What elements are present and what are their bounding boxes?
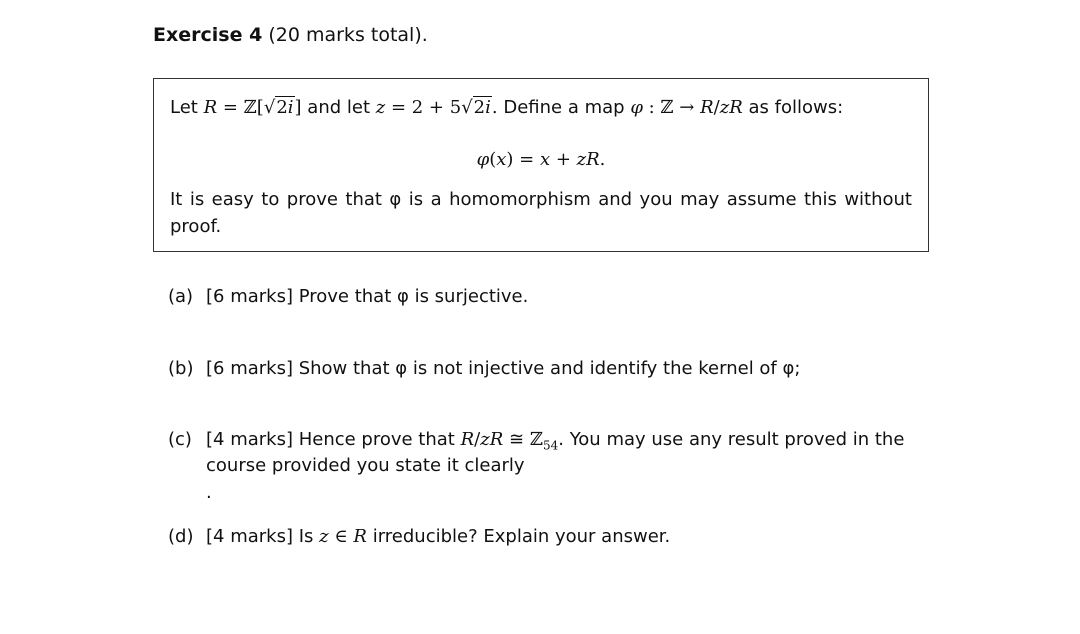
intro-text-let: Let xyxy=(170,97,198,118)
ring-definition-math: R = ℤ[√2i] xyxy=(203,97,302,118)
part-a-label: (a) xyxy=(168,286,194,307)
part-d-text-pre: [4 marks] Is xyxy=(206,526,314,547)
part-b-text: [6 marks] Show that φ is not injective and identify the kernel of φ; xyxy=(206,358,801,379)
part-b-label: (b) xyxy=(168,358,194,379)
exercise-marks: (20 marks total). xyxy=(268,24,428,46)
intro-text-define: Define a map xyxy=(503,97,625,118)
homomorphism-note: It is easy to prove that φ is a homomorphism and you may assume this without proof. xyxy=(170,189,912,237)
part-a-text: [6 marks] Prove that φ is surjective. xyxy=(206,286,529,307)
part-c-label: (c) xyxy=(168,429,192,450)
part-d-text-post: irreducible? Explain your answer. xyxy=(372,526,671,547)
element-membership-math: z ∈ R xyxy=(319,526,367,547)
part-b xyxy=(168,356,800,382)
exercise-heading: Exercise 4 xyxy=(153,24,263,46)
problem-intro xyxy=(170,95,843,121)
stray-dot: . xyxy=(206,482,212,503)
exercise-title xyxy=(153,24,428,46)
isomorphism-math: R/zR ≅ ℤ$_{54}$ xyxy=(460,429,559,453)
intro-text-and-let: and let xyxy=(307,97,371,118)
part-a xyxy=(168,284,528,310)
map-formula: φ(x) = x + zR. xyxy=(476,149,606,170)
map-definition-math: φ : ℤ → R/zR xyxy=(630,97,743,118)
intro-text-as-follows: as follows: xyxy=(748,97,844,118)
part-c-text-pre: [4 marks] Hence prove that xyxy=(206,429,455,450)
problem-box xyxy=(153,78,929,252)
part-c-text-post: . You may use any result proved in the xyxy=(558,429,905,450)
part-d xyxy=(168,524,670,550)
part-c-continuation: course provided you state it clearly xyxy=(206,455,525,476)
z-definition-math: z = 2 + 5√2i. xyxy=(375,97,498,118)
part-d-label: (d) xyxy=(168,526,194,547)
